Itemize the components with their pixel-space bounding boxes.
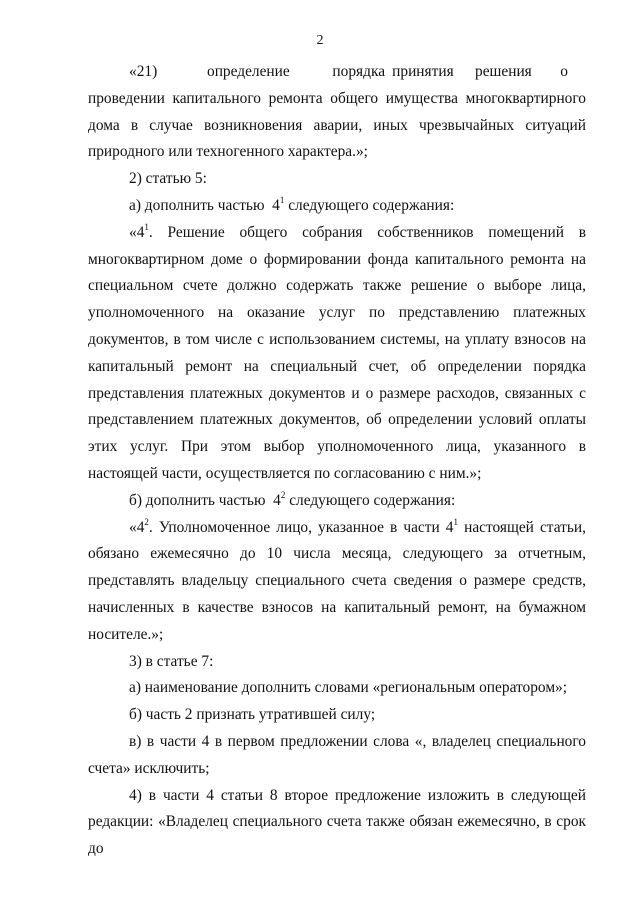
paragraph-text: а) дополнить частью 4 bbox=[129, 196, 280, 214]
paragraph-text: в) в части 4 в первом предложении слова «, владелец специального счета» исключить; bbox=[88, 732, 586, 777]
paragraph-text: б) часть 2 признать утратившей силу; bbox=[129, 706, 376, 724]
paragraph-text: «4 bbox=[129, 223, 145, 241]
paragraph-item-21 bbox=[88, 59, 586, 166]
superscript: 2 bbox=[280, 489, 286, 500]
paragraph-text: «4 bbox=[129, 518, 145, 536]
page-number: 2 bbox=[316, 33, 324, 48]
paragraph-text: 2) статью 5: bbox=[129, 170, 207, 188]
paragraph-text: следующего содержания: bbox=[285, 491, 456, 509]
paragraph-article-8 bbox=[88, 783, 586, 863]
paragraph-add-part-4-2 bbox=[88, 488, 586, 515]
superscript: 1 bbox=[144, 221, 149, 232]
paragraph-part-4-2-text bbox=[88, 515, 586, 649]
paragraph-article-5 bbox=[88, 166, 586, 193]
paragraph-part-2-repeal bbox=[88, 702, 586, 729]
paragraph-part-4-1-text bbox=[88, 220, 586, 488]
paragraph-text: следующего содержания: bbox=[284, 196, 455, 214]
paragraph-text: 4) в части 4 статьи 8 второе предложение изложить в следующей редакции: «Владелец специального счета также обязан ежемесячно, в срок до bbox=[88, 786, 586, 858]
paragraph-name-amendment bbox=[88, 675, 586, 702]
document-body bbox=[88, 59, 586, 863]
paragraph-text: . Уполномоченное лицо, указанное в части 4 bbox=[148, 518, 454, 536]
paragraph-text: . Решение общего собрания собственников помещений в многоквартирном доме о формировании фонда капитального ремонта на специальном счете должно содержать также решение о выборе лица, уполномоченного на оказание услуг по представлению платежных документов, в том числе с использованием системы, на уплату взносов на капитальный ремонт на специальный счет, об определении порядка представления платежных документов и о размере расходов, связанных с представлением платежных документов, об определении условий оплаты этих услуг. При этом выбор уполномоченного лица, указанного в настоящей части, осуществляется по согласованию с ним.»; bbox=[88, 223, 586, 482]
paragraph-text: «21) определение порядка принятия решения о проведении капитального ремонта общего имущества многоквартирного дома в случае возникновения аварии, иных чрезвычайных ситуаций природного или техногенного характера.»; bbox=[88, 63, 586, 161]
paragraph-text: настоящей статьи, обязано ежемесячно до 10 числа месяца, следующего за отчетным, представлять владельцу специального счета сведения о размере средств, начисленных в качестве взносов на капитальный ремонт, на бумажном носителе.»; bbox=[88, 518, 586, 643]
superscript: 1 bbox=[453, 516, 458, 527]
paragraph-text: 3) в статье 7: bbox=[129, 652, 214, 670]
paragraph-part-4-exclusion bbox=[88, 729, 586, 783]
paragraph-text: б) дополнить частью 4 bbox=[129, 491, 281, 509]
paragraph-text: а) наименование дополнить словами «региональным оператором»; bbox=[129, 679, 568, 697]
paragraph-article-7 bbox=[88, 649, 586, 676]
superscript: 1 bbox=[279, 194, 285, 205]
paragraph-add-part-4-1 bbox=[88, 193, 586, 220]
superscript: 2 bbox=[144, 516, 149, 527]
